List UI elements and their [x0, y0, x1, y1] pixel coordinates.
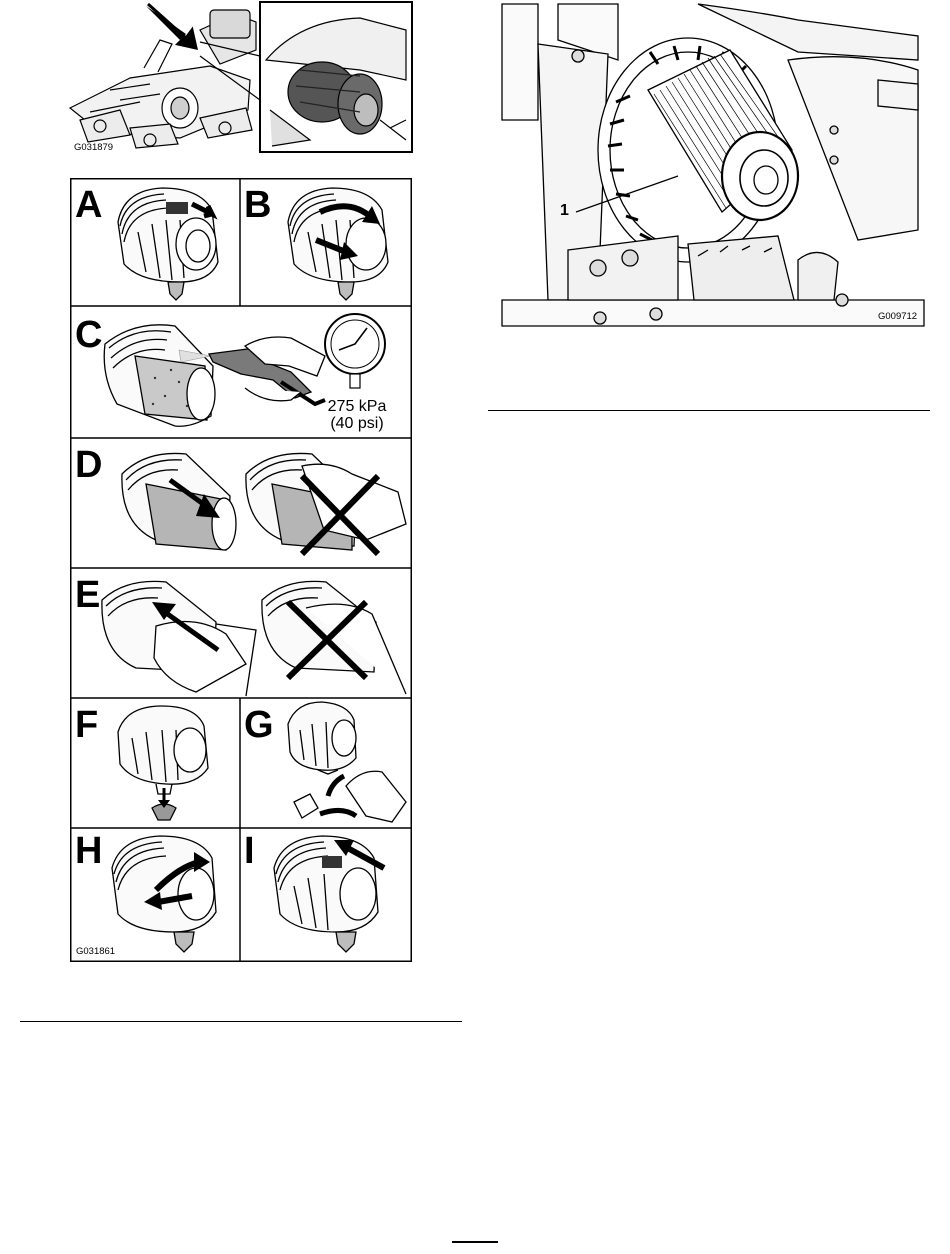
figure-code-steps: G031861: [76, 946, 116, 957]
panel-label-e: E: [75, 574, 101, 616]
filter-housing-figure: [498, 0, 928, 328]
panel-label-b: B: [244, 184, 272, 226]
panel-label-f: F: [75, 704, 99, 746]
pressure-alt-label: (40 psi): [330, 415, 384, 432]
machine-overview-figure: [60, 0, 420, 158]
panel-h-illustration: [104, 832, 232, 956]
panel-label-h: H: [75, 830, 103, 872]
panel-i-illustration: [266, 832, 402, 956]
panel-label-d: D: [75, 444, 103, 486]
panel-b-illustration: [280, 182, 402, 306]
section-divider-right: [488, 410, 930, 411]
panel-label-a: A: [75, 184, 103, 226]
panel-label-i: I: [244, 830, 255, 872]
callout-number: 1: [560, 202, 569, 219]
panel-g-illustration: [282, 702, 408, 828]
section-divider-left: [20, 1021, 462, 1022]
panel-d-illustration: [116, 444, 416, 564]
panel-e-illustration: [96, 574, 412, 698]
panel-label-g: G: [244, 704, 274, 746]
figure-code-top: G031879: [74, 142, 114, 153]
figure-code-right: G009712: [878, 311, 918, 322]
panel-f-illustration: [110, 702, 234, 828]
page-footer-rule: [452, 1241, 498, 1243]
panel-a-illustration: [110, 182, 232, 306]
pressure-value-label: 275 kPa: [327, 398, 387, 415]
panel-label-c: C: [75, 314, 103, 356]
